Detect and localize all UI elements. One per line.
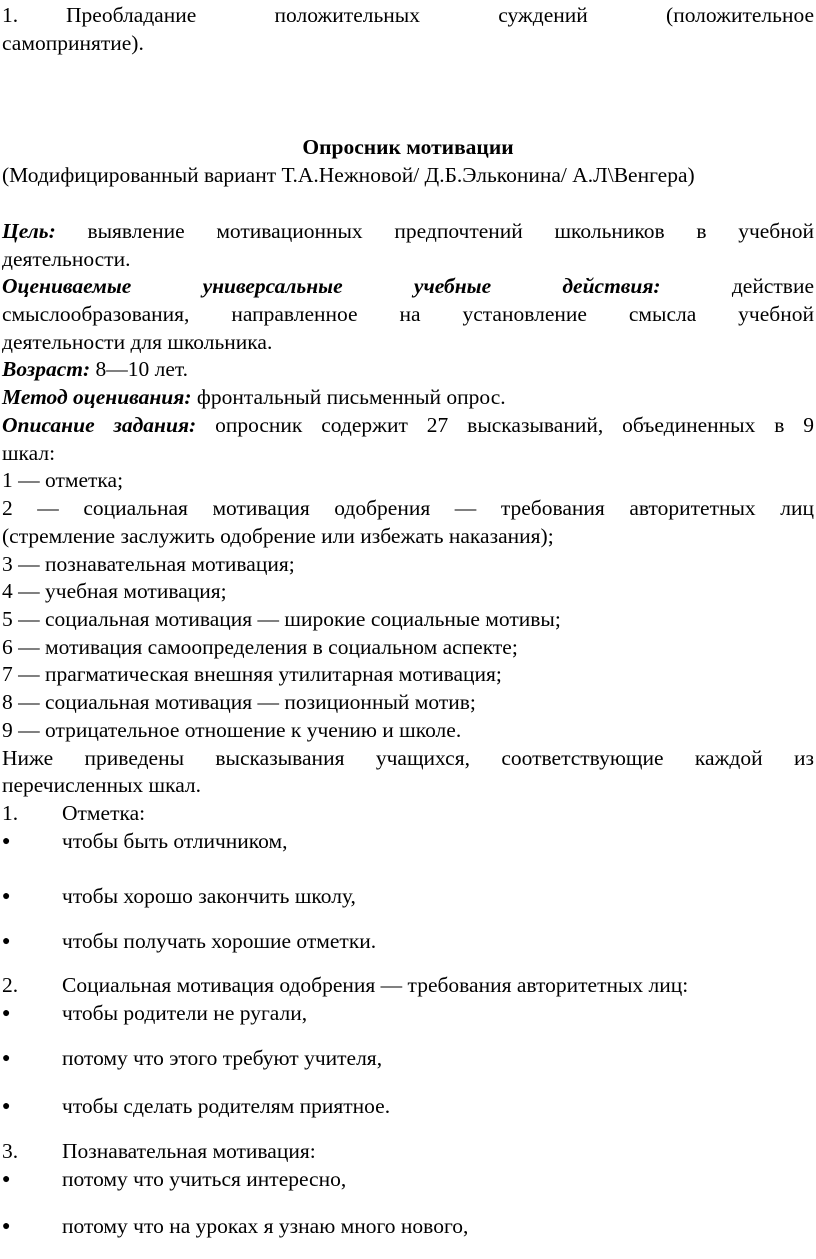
page-title: Опросник мотивации xyxy=(302,135,514,159)
uud-label: Оцениваемые универсальные учебные действия: xyxy=(2,274,661,298)
uud-line3: деятельности для школьника. xyxy=(2,330,273,354)
section-number: 2. xyxy=(2,973,19,997)
task-line1 xyxy=(2,412,814,440)
intro-item-line1 xyxy=(2,2,814,30)
scale-item: 4 — учебная мотивация; xyxy=(2,579,227,603)
scale-item: 8 — социальная мотивация — позиционный мотив; xyxy=(2,690,476,714)
goal-text: выявление мотивационных предпочтений школьников в учебной xyxy=(55,219,814,243)
bullet-icon: ● xyxy=(2,1172,11,1187)
list-item-text: чтобы родители не ругали, xyxy=(62,1001,308,1025)
scale-item: (стремление заслужить одобрение или избежать наказания); xyxy=(2,524,554,548)
intro-item-number: 1. xyxy=(2,3,19,27)
list-item-text: чтобы хорошо закончить школу, xyxy=(62,884,356,908)
method-value: фронтальный письменный опрос. xyxy=(191,385,506,409)
bullet-icon: ● xyxy=(2,1219,11,1234)
bullet-icon: ● xyxy=(2,1006,11,1021)
note-line1: Ниже приведены высказывания учащихся, соответствующие каждой из xyxy=(2,746,814,770)
list-item-text: чтобы сделать родителям приятное. xyxy=(62,1094,391,1118)
list-item-text: чтобы получать хорошие отметки. xyxy=(62,929,377,953)
page-subtitle: (Модифицированный вариант Т.А.Нежновой/ Д.Б.Эльконина/ А.Л\Венгера) xyxy=(2,163,695,187)
uud-line2: смыслообразования, направленное на установление смысла учебной xyxy=(2,302,814,326)
intro-item-line2: самопринятие). xyxy=(2,31,144,55)
task-text: опросник содержит 27 высказываний, объединенных в 9 xyxy=(196,413,814,437)
note-line2: перечисленных шкал. xyxy=(2,773,202,797)
goal-label: Цель: xyxy=(2,219,56,243)
method-label: Метод оценивания: xyxy=(2,385,192,409)
scale-item: 2 — социальная мотивация одобрения — требования авторитетных лиц xyxy=(2,496,814,520)
bullet-icon: ● xyxy=(2,1099,11,1114)
age-value: 8—10 лет. xyxy=(90,357,189,381)
intro-item-text: Преобладание положительных суждений (положительное xyxy=(66,3,814,27)
goal-line2: деятельности. xyxy=(2,247,131,271)
uud-text: действие xyxy=(660,274,814,298)
list-item-text: потому что на уроках я узнаю много нового, xyxy=(62,1214,469,1238)
section-title: Познавательная мотивация: xyxy=(62,1139,316,1163)
section-number: 3. xyxy=(2,1139,19,1163)
scale-item: 5 — социальная мотивация — широкие социальные мотивы; xyxy=(2,607,561,631)
bullet-icon: ● xyxy=(2,889,11,904)
method-line xyxy=(2,384,814,412)
section-number: 1. xyxy=(2,801,19,825)
scale-item: 3 — познавательная мотивация; xyxy=(2,552,295,576)
scale-item: 9 — отрицательное отношение к учению и школе. xyxy=(2,718,462,742)
list-item-text: потому что этого требуют учителя, xyxy=(62,1046,383,1070)
scale-item: 6 — мотивация самоопределения в социальном аспекте; xyxy=(2,635,518,659)
age-line xyxy=(2,356,814,384)
bullet-icon: ● xyxy=(2,1051,11,1066)
task-label: Описание задания: xyxy=(2,413,197,437)
list-item-text: чтобы быть отличником, xyxy=(62,829,288,853)
section-title: Социальная мотивация одобрения — требования авторитетных лиц: xyxy=(62,973,689,997)
bullet-icon: ● xyxy=(2,934,11,949)
scale-item: 1 — отметка; xyxy=(2,468,124,492)
section-title: Отметка: xyxy=(62,801,146,825)
uud-line1 xyxy=(2,273,814,301)
bullet-icon: ● xyxy=(2,834,11,849)
scale-item: 7 — прагматическая внешняя утилитарная мотивация; xyxy=(2,662,502,686)
task-line2: шкал: xyxy=(2,441,56,465)
list-item-text: потому что учиться интересно, xyxy=(62,1167,347,1191)
age-label: Возраст: xyxy=(2,357,91,381)
goal-line1 xyxy=(2,218,814,246)
